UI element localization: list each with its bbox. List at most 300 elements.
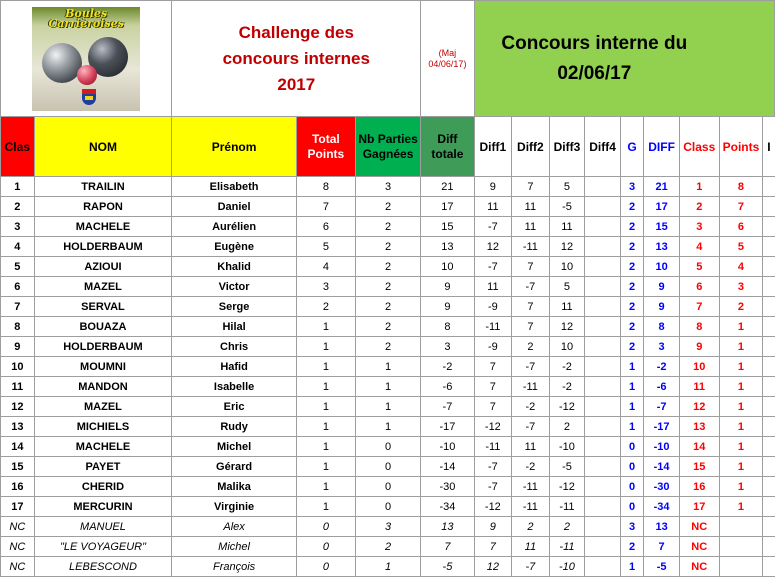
cell-class[interactable]: 1 [679, 177, 719, 197]
col-diff[interactable]: DIFF [644, 117, 680, 177]
cell-diff[interactable]: -34 [644, 497, 680, 517]
col-diff4[interactable]: Diff4 [585, 117, 621, 177]
cell-diff3[interactable]: 11 [549, 217, 585, 237]
cell-diff[interactable]: 8 [644, 317, 680, 337]
cell-extra[interactable] [763, 517, 775, 537]
cell-diff[interactable]: 9 [644, 297, 680, 317]
table-row[interactable] [1, 557, 775, 577]
cell-g[interactable]: 3 [620, 177, 643, 197]
cell-total-points[interactable]: 0 [296, 557, 355, 577]
cell-diff4[interactable] [585, 517, 621, 537]
cell-diff[interactable]: -5 [644, 557, 680, 577]
cell-prenom[interactable]: Rudy [172, 417, 297, 437]
cell-diff-totale[interactable]: -5 [421, 557, 474, 577]
cell-total-points[interactable]: 1 [296, 437, 355, 457]
cell-diff1[interactable]: 12 [474, 557, 512, 577]
cell-nb-parties[interactable]: 2 [355, 277, 420, 297]
cell-prenom[interactable]: Hafid [172, 357, 297, 377]
cell-diff4[interactable] [585, 337, 621, 357]
cell-nb-parties[interactable]: 2 [355, 337, 420, 357]
cell-prenom[interactable]: Gérard [172, 457, 297, 477]
cell-total-points[interactable]: 1 [296, 477, 355, 497]
cell-total-points[interactable]: 1 [296, 337, 355, 357]
cell-points[interactable]: 6 [719, 217, 763, 237]
cell-class[interactable]: 6 [679, 277, 719, 297]
cell-nom[interactable]: PAYET [34, 457, 172, 477]
table-row[interactable] [1, 397, 775, 417]
cell-clas[interactable]: NC [1, 537, 35, 557]
cell-g[interactable]: 0 [620, 437, 643, 457]
cell-points[interactable]: 4 [719, 257, 763, 277]
cell-prenom[interactable]: Chris [172, 337, 297, 357]
cell-diff1[interactable]: 11 [474, 197, 512, 217]
col-nb-parties[interactable]: Nb Parties Gagnées [355, 117, 420, 177]
cell-nb-parties[interactable]: 0 [355, 457, 420, 477]
cell-diff-totale[interactable]: 15 [421, 217, 474, 237]
cell-total-points[interactable]: 3 [296, 277, 355, 297]
cell-extra[interactable] [763, 317, 775, 337]
cell-total-points[interactable]: 1 [296, 317, 355, 337]
cell-diff4[interactable] [585, 237, 621, 257]
cell-prenom[interactable]: Elisabeth [172, 177, 297, 197]
cell-diff-totale[interactable]: 17 [421, 197, 474, 217]
cell-extra[interactable] [763, 437, 775, 457]
cell-nom[interactable]: MOUMNI [34, 357, 172, 377]
cell-diff-totale[interactable]: -7 [421, 397, 474, 417]
cell-g[interactable]: 2 [620, 197, 643, 217]
cell-diff1[interactable]: 7 [474, 397, 512, 417]
cell-extra[interactable] [763, 177, 775, 197]
col-prenom[interactable]: Prénom [172, 117, 297, 177]
cell-extra[interactable] [763, 257, 775, 277]
cell-diff[interactable]: 13 [644, 517, 680, 537]
cell-diff[interactable]: -10 [644, 437, 680, 457]
cell-nom[interactable]: MACHELE [34, 217, 172, 237]
table-row[interactable] [1, 377, 775, 397]
cell-total-points[interactable]: 5 [296, 237, 355, 257]
cell-diff1[interactable]: -12 [474, 497, 512, 517]
cell-class[interactable]: NC [679, 537, 719, 557]
cell-nb-parties[interactable]: 2 [355, 317, 420, 337]
cell-class[interactable]: 17 [679, 497, 719, 517]
cell-clas[interactable]: NC [1, 557, 35, 577]
cell-points[interactable]: 8 [719, 177, 763, 197]
cell-diff3[interactable]: 2 [549, 517, 585, 537]
cell-diff-totale[interactable]: -2 [421, 357, 474, 377]
cell-diff-totale[interactable]: -17 [421, 417, 474, 437]
cell-diff2[interactable]: 11 [512, 537, 550, 557]
cell-diff-totale[interactable]: 9 [421, 297, 474, 317]
cell-points[interactable]: 1 [719, 497, 763, 517]
cell-diff2[interactable]: -2 [512, 397, 550, 417]
table-row[interactable] [1, 457, 775, 477]
cell-nb-parties[interactable]: 0 [355, 437, 420, 457]
cell-diff-totale[interactable]: 10 [421, 257, 474, 277]
cell-diff2[interactable]: 11 [512, 197, 550, 217]
cell-total-points[interactable]: 8 [296, 177, 355, 197]
cell-g[interactable]: 1 [620, 397, 643, 417]
cell-diff4[interactable] [585, 437, 621, 457]
cell-nb-parties[interactable]: 2 [355, 197, 420, 217]
cell-nb-parties[interactable]: 0 [355, 477, 420, 497]
cell-prenom[interactable]: Serge [172, 297, 297, 317]
cell-clas[interactable]: 3 [1, 217, 35, 237]
cell-total-points[interactable]: 4 [296, 257, 355, 277]
cell-nom[interactable]: CHERID [34, 477, 172, 497]
cell-g[interactable]: 0 [620, 497, 643, 517]
cell-prenom[interactable]: Virginie [172, 497, 297, 517]
table-row[interactable] [1, 417, 775, 437]
cell-diff4[interactable] [585, 257, 621, 277]
cell-clas[interactable]: 13 [1, 417, 35, 437]
cell-clas[interactable]: 6 [1, 277, 35, 297]
cell-diff2[interactable]: 2 [512, 337, 550, 357]
cell-diff4[interactable] [585, 377, 621, 397]
cell-diff[interactable]: 15 [644, 217, 680, 237]
cell-diff3[interactable]: -12 [549, 397, 585, 417]
cell-diff2[interactable]: 7 [512, 317, 550, 337]
cell-clas[interactable]: 10 [1, 357, 35, 377]
cell-diff2[interactable]: -11 [512, 477, 550, 497]
table-row[interactable] [1, 177, 775, 197]
cell-nb-parties[interactable]: 0 [355, 497, 420, 517]
cell-diff3[interactable]: -5 [549, 457, 585, 477]
col-diff3[interactable]: Diff3 [549, 117, 585, 177]
cell-class[interactable]: 13 [679, 417, 719, 437]
cell-class[interactable]: 4 [679, 237, 719, 257]
cell-diff2[interactable]: -7 [512, 277, 550, 297]
cell-class[interactable]: 5 [679, 257, 719, 277]
cell-class[interactable]: NC [679, 517, 719, 537]
cell-diff2[interactable]: -2 [512, 457, 550, 477]
cell-nb-parties[interactable]: 2 [355, 237, 420, 257]
cell-nb-parties[interactable]: 1 [355, 557, 420, 577]
cell-prenom[interactable]: Aurélien [172, 217, 297, 237]
cell-diff4[interactable] [585, 277, 621, 297]
cell-nb-parties[interactable]: 2 [355, 257, 420, 277]
cell-diff1[interactable]: -7 [474, 477, 512, 497]
cell-nb-parties[interactable]: 2 [355, 537, 420, 557]
cell-diff4[interactable] [585, 317, 621, 337]
cell-diff[interactable]: -14 [644, 457, 680, 477]
cell-diff3[interactable]: -2 [549, 377, 585, 397]
cell-diff1[interactable]: -7 [474, 257, 512, 277]
cell-nb-parties[interactable]: 2 [355, 297, 420, 317]
cell-diff3[interactable]: 12 [549, 237, 585, 257]
cell-points[interactable]: 1 [719, 377, 763, 397]
cell-diff2[interactable]: -11 [512, 377, 550, 397]
cell-g[interactable]: 2 [620, 537, 643, 557]
cell-points[interactable]: 1 [719, 357, 763, 377]
cell-diff3[interactable]: 2 [549, 417, 585, 437]
cell-prenom[interactable]: Malika [172, 477, 297, 497]
cell-class[interactable]: 16 [679, 477, 719, 497]
cell-nom[interactable]: MICHIELS [34, 417, 172, 437]
cell-diff4[interactable] [585, 177, 621, 197]
cell-diff2[interactable]: 11 [512, 217, 550, 237]
cell-extra[interactable] [763, 277, 775, 297]
cell-clas[interactable]: 12 [1, 397, 35, 417]
table-row[interactable] [1, 517, 775, 537]
cell-clas[interactable]: 11 [1, 377, 35, 397]
cell-g[interactable]: 1 [620, 377, 643, 397]
cell-g[interactable]: 2 [620, 337, 643, 357]
cell-nom[interactable]: LEBESCOND [34, 557, 172, 577]
cell-prenom[interactable]: Alex [172, 517, 297, 537]
cell-total-points[interactable]: 1 [296, 497, 355, 517]
cell-diff1[interactable]: 9 [474, 517, 512, 537]
cell-prenom[interactable]: Isabelle [172, 377, 297, 397]
col-clas[interactable]: Clas [1, 117, 35, 177]
cell-extra[interactable] [763, 417, 775, 437]
cell-diff[interactable]: 9 [644, 277, 680, 297]
table-row[interactable] [1, 217, 775, 237]
cell-g[interactable]: 2 [620, 257, 643, 277]
cell-diff[interactable]: -7 [644, 397, 680, 417]
cell-diff1[interactable]: -7 [474, 457, 512, 477]
table-row[interactable] [1, 477, 775, 497]
cell-diff4[interactable] [585, 497, 621, 517]
cell-points[interactable] [719, 517, 763, 537]
cell-diff[interactable]: 7 [644, 537, 680, 557]
cell-total-points[interactable]: 6 [296, 217, 355, 237]
cell-diff[interactable]: 3 [644, 337, 680, 357]
cell-extra[interactable] [763, 237, 775, 257]
cell-diff2[interactable]: -7 [512, 417, 550, 437]
cell-points[interactable]: 2 [719, 297, 763, 317]
cell-diff4[interactable] [585, 457, 621, 477]
cell-total-points[interactable]: 0 [296, 537, 355, 557]
cell-diff3[interactable]: 10 [549, 337, 585, 357]
cell-nom[interactable]: RAPON [34, 197, 172, 217]
cell-prenom[interactable]: Michel [172, 537, 297, 557]
cell-class[interactable]: 7 [679, 297, 719, 317]
cell-points[interactable]: 1 [719, 437, 763, 457]
cell-diff1[interactable]: -9 [474, 297, 512, 317]
cell-g[interactable]: 2 [620, 317, 643, 337]
col-g[interactable]: G [620, 117, 643, 177]
cell-class[interactable]: 3 [679, 217, 719, 237]
cell-class[interactable]: NC [679, 557, 719, 577]
cell-class[interactable]: 9 [679, 337, 719, 357]
cell-g[interactable]: 1 [620, 417, 643, 437]
cell-nb-parties[interactable]: 3 [355, 517, 420, 537]
table-row[interactable] [1, 497, 775, 517]
table-row[interactable] [1, 357, 775, 377]
table-row[interactable] [1, 317, 775, 337]
cell-prenom[interactable]: Khalid [172, 257, 297, 277]
cell-nom[interactable]: MAZEL [34, 397, 172, 417]
cell-g[interactable]: 2 [620, 277, 643, 297]
cell-diff3[interactable]: -11 [549, 537, 585, 557]
cell-points[interactable]: 1 [719, 417, 763, 437]
cell-clas[interactable]: 7 [1, 297, 35, 317]
cell-class[interactable]: 8 [679, 317, 719, 337]
col-class[interactable]: Class [679, 117, 719, 177]
cell-diff1[interactable]: -12 [474, 417, 512, 437]
cell-diff3[interactable]: 5 [549, 177, 585, 197]
cell-class[interactable]: 2 [679, 197, 719, 217]
cell-diff2[interactable]: -7 [512, 357, 550, 377]
table-row[interactable] [1, 537, 775, 557]
cell-clas[interactable]: 5 [1, 257, 35, 277]
cell-diff4[interactable] [585, 297, 621, 317]
cell-prenom[interactable]: Michel [172, 437, 297, 457]
cell-diff4[interactable] [585, 557, 621, 577]
cell-nom[interactable]: MAZEL [34, 277, 172, 297]
cell-diff3[interactable]: 10 [549, 257, 585, 277]
cell-points[interactable]: 7 [719, 197, 763, 217]
cell-diff-totale[interactable]: -6 [421, 377, 474, 397]
cell-clas[interactable]: 1 [1, 177, 35, 197]
cell-nom[interactable]: MANDON [34, 377, 172, 397]
table-row[interactable] [1, 257, 775, 277]
cell-diff-totale[interactable]: 13 [421, 237, 474, 257]
cell-points[interactable]: 5 [719, 237, 763, 257]
cell-extra[interactable] [763, 357, 775, 377]
cell-diff1[interactable]: 7 [474, 537, 512, 557]
cell-class[interactable]: 15 [679, 457, 719, 477]
cell-diff4[interactable] [585, 217, 621, 237]
cell-extra[interactable] [763, 337, 775, 357]
cell-points[interactable]: 1 [719, 317, 763, 337]
cell-nb-parties[interactable]: 1 [355, 377, 420, 397]
cell-extra[interactable] [763, 497, 775, 517]
cell-points[interactable]: 1 [719, 397, 763, 417]
cell-points[interactable]: 1 [719, 337, 763, 357]
table-row[interactable] [1, 197, 775, 217]
cell-nb-parties[interactable]: 1 [355, 357, 420, 377]
cell-total-points[interactable]: 1 [296, 357, 355, 377]
cell-diff[interactable]: -6 [644, 377, 680, 397]
cell-nom[interactable]: HOLDERBAUM [34, 337, 172, 357]
cell-diff2[interactable]: 7 [512, 257, 550, 277]
col-extra[interactable]: I [763, 117, 775, 177]
cell-nom[interactable]: AZIOUI [34, 257, 172, 277]
cell-diff4[interactable] [585, 537, 621, 557]
cell-g[interactable]: 1 [620, 357, 643, 377]
cell-diff3[interactable]: -12 [549, 477, 585, 497]
cell-nb-parties[interactable]: 1 [355, 417, 420, 437]
cell-diff-totale[interactable]: -10 [421, 437, 474, 457]
table-row[interactable] [1, 437, 775, 457]
cell-diff4[interactable] [585, 357, 621, 377]
cell-nom[interactable]: TRAILIN [34, 177, 172, 197]
cell-diff-totale[interactable]: 8 [421, 317, 474, 337]
cell-total-points[interactable]: 7 [296, 197, 355, 217]
cell-nom[interactable]: MANUEL [34, 517, 172, 537]
cell-total-points[interactable]: 2 [296, 297, 355, 317]
cell-diff3[interactable]: -2 [549, 357, 585, 377]
cell-diff2[interactable]: -11 [512, 497, 550, 517]
cell-extra[interactable] [763, 297, 775, 317]
cell-prenom[interactable]: Eric [172, 397, 297, 417]
cell-nb-parties[interactable]: 3 [355, 177, 420, 197]
cell-diff-totale[interactable]: 21 [421, 177, 474, 197]
table-row[interactable] [1, 277, 775, 297]
cell-extra[interactable] [763, 397, 775, 417]
cell-extra[interactable] [763, 457, 775, 477]
cell-points[interactable]: 3 [719, 277, 763, 297]
cell-diff1[interactable]: 7 [474, 377, 512, 397]
cell-clas[interactable]: 14 [1, 437, 35, 457]
cell-diff4[interactable] [585, 417, 621, 437]
cell-diff-totale[interactable]: -30 [421, 477, 474, 497]
cell-prenom[interactable]: François [172, 557, 297, 577]
cell-points[interactable]: 1 [719, 457, 763, 477]
cell-prenom[interactable]: Daniel [172, 197, 297, 217]
cell-diff1[interactable]: -9 [474, 337, 512, 357]
cell-diff[interactable]: -2 [644, 357, 680, 377]
cell-diff3[interactable]: -10 [549, 557, 585, 577]
col-points[interactable]: Points [719, 117, 763, 177]
cell-diff2[interactable]: 7 [512, 177, 550, 197]
cell-diff2[interactable]: 7 [512, 297, 550, 317]
cell-diff4[interactable] [585, 397, 621, 417]
cell-diff2[interactable]: -7 [512, 557, 550, 577]
cell-diff1[interactable]: 9 [474, 177, 512, 197]
cell-total-points[interactable]: 1 [296, 457, 355, 477]
cell-clas[interactable]: 15 [1, 457, 35, 477]
cell-clas[interactable]: 4 [1, 237, 35, 257]
col-nom[interactable]: NOM [34, 117, 172, 177]
cell-class[interactable]: 10 [679, 357, 719, 377]
col-diff2[interactable]: Diff2 [512, 117, 550, 177]
cell-diff3[interactable]: -5 [549, 197, 585, 217]
cell-extra[interactable] [763, 557, 775, 577]
cell-class[interactable]: 12 [679, 397, 719, 417]
cell-clas[interactable]: 8 [1, 317, 35, 337]
cell-g[interactable]: 2 [620, 217, 643, 237]
cell-diff-totale[interactable]: 3 [421, 337, 474, 357]
cell-prenom[interactable]: Eugène [172, 237, 297, 257]
cell-diff3[interactable]: -10 [549, 437, 585, 457]
cell-diff1[interactable]: -11 [474, 437, 512, 457]
cell-extra[interactable] [763, 197, 775, 217]
cell-nb-parties[interactable]: 1 [355, 397, 420, 417]
cell-g[interactable]: 0 [620, 457, 643, 477]
cell-diff-totale[interactable]: -14 [421, 457, 474, 477]
cell-diff3[interactable]: 5 [549, 277, 585, 297]
table-row[interactable] [1, 337, 775, 357]
cell-nb-parties[interactable]: 2 [355, 217, 420, 237]
cell-points[interactable] [719, 557, 763, 577]
cell-total-points[interactable]: 1 [296, 397, 355, 417]
cell-nom[interactable]: BOUAZA [34, 317, 172, 337]
cell-diff[interactable]: 17 [644, 197, 680, 217]
cell-g[interactable]: 2 [620, 297, 643, 317]
cell-extra[interactable] [763, 477, 775, 497]
cell-total-points[interactable]: 1 [296, 417, 355, 437]
col-total-points[interactable]: Total Points [296, 117, 355, 177]
cell-nom[interactable]: "LE VOYAGEUR" [34, 537, 172, 557]
cell-points[interactable] [719, 537, 763, 557]
table-row[interactable] [1, 237, 775, 257]
cell-clas[interactable]: 17 [1, 497, 35, 517]
cell-prenom[interactable]: Victor [172, 277, 297, 297]
cell-total-points[interactable]: 0 [296, 517, 355, 537]
cell-prenom[interactable]: Hilal [172, 317, 297, 337]
table-row[interactable] [1, 297, 775, 317]
cell-diff[interactable]: 13 [644, 237, 680, 257]
cell-class[interactable]: 11 [679, 377, 719, 397]
cell-points[interactable]: 1 [719, 477, 763, 497]
cell-g[interactable]: 1 [620, 557, 643, 577]
cell-clas[interactable]: 2 [1, 197, 35, 217]
cell-clas[interactable]: 9 [1, 337, 35, 357]
col-diff-totale[interactable]: Diff totale [421, 117, 474, 177]
cell-diff3[interactable]: -11 [549, 497, 585, 517]
